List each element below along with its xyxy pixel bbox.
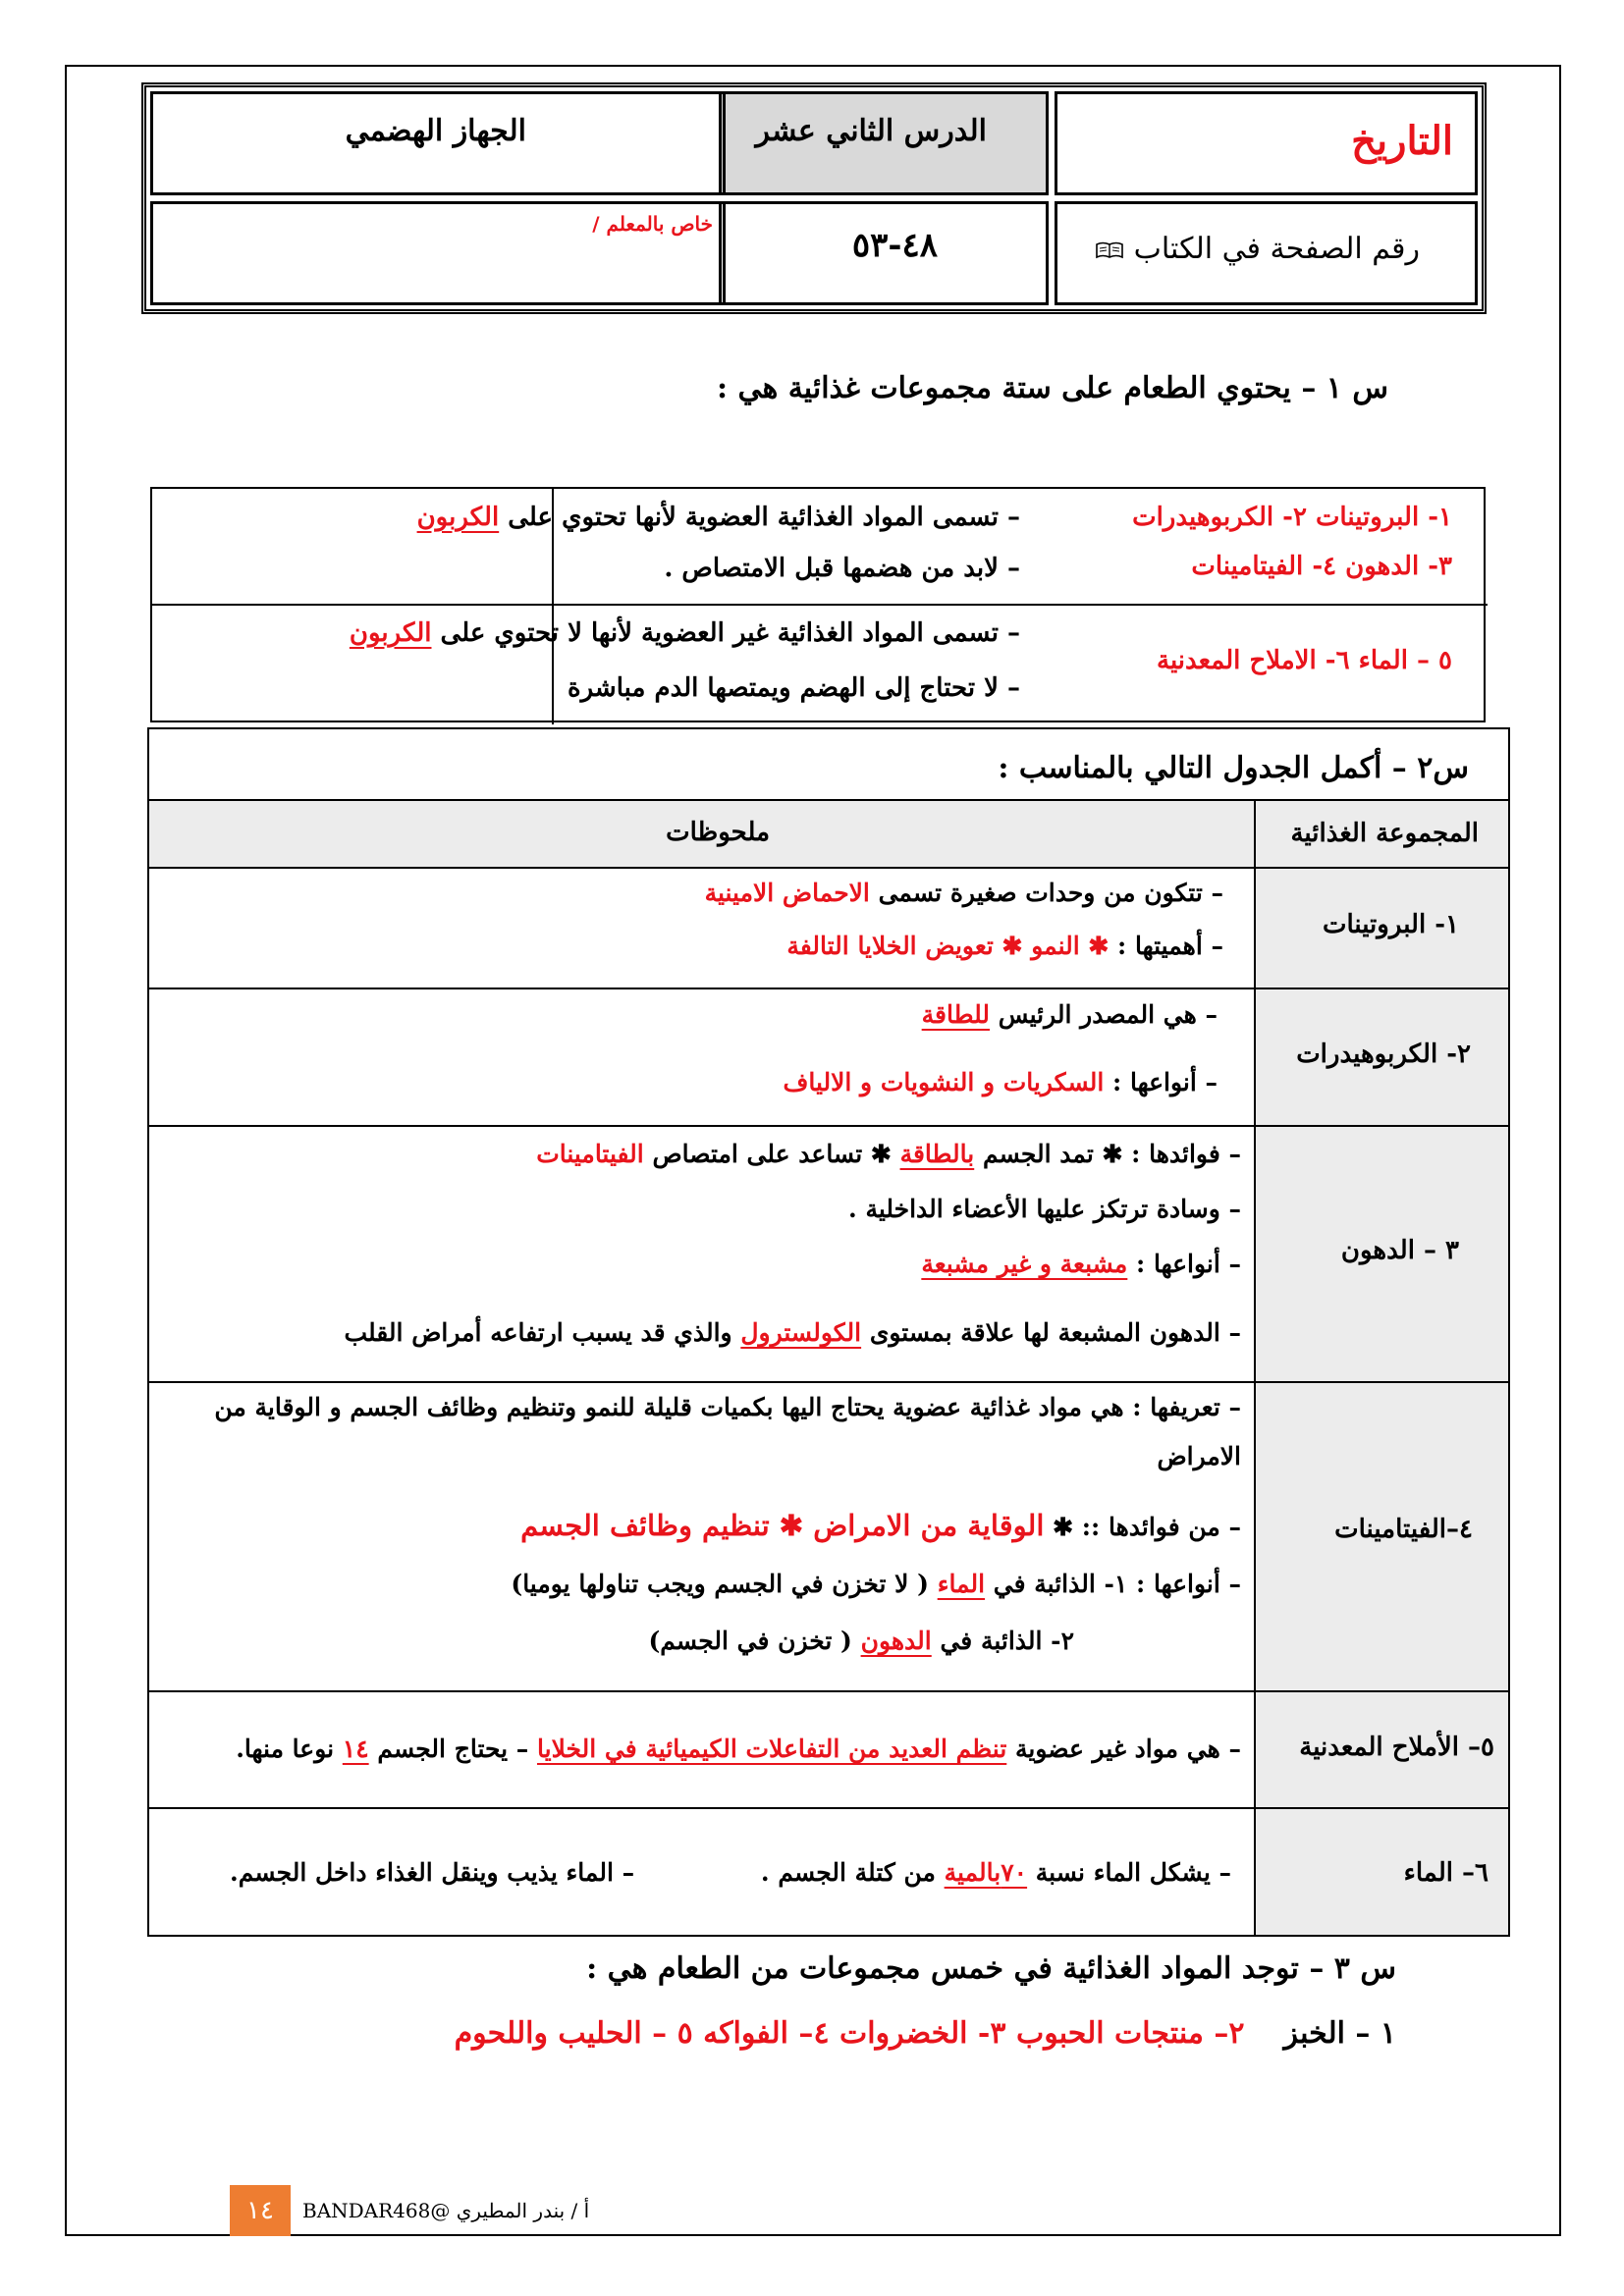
- unit-title: الجهاز الهضمي: [345, 114, 526, 148]
- carbs-line1: – هي المصدر الرئيس للطاقة: [921, 1000, 1218, 1029]
- q2-table: [147, 727, 1510, 1937]
- vitamins-line2: – من فوائدها :: ✱ الوقاية من الامراض ✱ تنظيم وظائف الجسم: [520, 1509, 1241, 1542]
- q1-row1-note2: – لابد من هضمها قبل الامتصاص .: [664, 554, 1020, 583]
- col-header-notes: ملحوظات: [666, 818, 770, 847]
- lesson-header: [141, 82, 1487, 314]
- page-range-cell: [719, 201, 1049, 305]
- water-line1b: – الماء يذيب وينقل الغذاء داخل الجسم.: [230, 1858, 635, 1887]
- proteins-line1: – تتكون من وحدات صغيرة تسمى الاحماض الامينية: [704, 879, 1223, 907]
- fats-line2: – وسادة ترتكز عليها الأعضاء الداخلية .: [848, 1195, 1241, 1223]
- minerals-line1: – هي مواد غير عضوية تنظم العديد من التفاعلات الكيميائية في الخلايا – يحتاج الجسم ١٤ نوعا منها.: [236, 1735, 1241, 1763]
- lesson-cell: [719, 91, 1049, 195]
- vitamins-line4: ٢- الذائبة في الدهون ( تخزن في الجسم): [648, 1627, 1074, 1655]
- teacher-cell: [150, 201, 726, 305]
- vitamins-line3: – أنواعها : ١- الذائبة في الماء ( لا تخزن في الجسم ويجب تناولها يوميا): [511, 1570, 1241, 1598]
- q1-row1-groups-b: ٣- الدهون ٤- الفيتامينات: [1191, 552, 1452, 581]
- group-carbs: ٢- الكربوهيدرات: [1296, 1040, 1471, 1069]
- group-minerals: ٥– الأملاح المعدنية: [1299, 1733, 1494, 1762]
- q1-row2-note2: – لا تحتاج إلى الهضم ويمتصها الدم مباشرة: [567, 673, 1020, 703]
- fats-line1: – فوائدها : ✱ تمد الجسم بالطاقة ✱ تساعد على امتصاص الفيتامينات: [536, 1140, 1241, 1168]
- fats-line4: – الدهون المشبعة لها علاقة بمستوى الكولسترول والذي قد يسبب ارتفاعه أمراض القلب: [344, 1318, 1241, 1347]
- vitamins-line1b: الامراض: [1157, 1442, 1241, 1470]
- date-label: التاريخ: [1351, 118, 1453, 164]
- group-proteins: ١- البروتينات: [1322, 910, 1459, 939]
- page-label: رقم الصفحة في الكتاب: [1095, 232, 1420, 266]
- book-icon: [1095, 240, 1124, 260]
- page-range: ٤٨-٥٣: [851, 226, 938, 265]
- q1-row2-note1: – تسمى المواد الغذائية غير العضوية لأنها لا تحتوي على الكربون: [349, 618, 1020, 648]
- q2-title: س٢ – أكمل الجدول التالي بالمناسب :: [998, 751, 1469, 785]
- water-line1: – يشكل الماء نسبة ٧٠بالمية من كتلة الجسم .: [760, 1858, 1231, 1887]
- unit-cell: [150, 91, 726, 195]
- group-fats: ٣ – الدهون: [1340, 1236, 1459, 1265]
- q1-row1-note1: – تسمى المواد الغذائية العضوية لأنها تحتوي على الكربون: [416, 503, 1020, 532]
- date-cell: [1055, 91, 1478, 195]
- q3-title: س ٣ – توجد المواد الغذائية في خمس مجموعات من الطعام هي :: [586, 1951, 1396, 1986]
- col-header-group: المجموعة الغذائية: [1290, 819, 1479, 848]
- page-cell: [1055, 201, 1478, 305]
- q1-table: [150, 487, 1486, 722]
- group-water: ٦– الماء: [1403, 1858, 1489, 1888]
- q1-row1-groups-a: ١- البروتينات ٢- الكربوهيدرات: [1132, 503, 1452, 532]
- q1-row2-groups: ٥ – الماء ٦- الاملاح المعدنية: [1157, 646, 1452, 675]
- page-number-badge: ١٤: [230, 2185, 291, 2236]
- q1-title: س ١ – يحتوي الطعام على ستة مجموعات غذائية هي :: [716, 371, 1388, 405]
- carbs-line2: – أنواعها : السكريات و النشويات و الالياف: [783, 1068, 1218, 1096]
- teacher-note: خاص بالمعلم /: [592, 212, 713, 236]
- fats-line3: – أنواعها : مشبعة و غير مشبعة: [921, 1250, 1241, 1278]
- vitamins-line1: – تعريفها : هي مواد غذائية عضوية يحتاج اليها بكميات قليلة للنمو وتنظيم وظائف الجسم و الوقاية من: [214, 1393, 1241, 1421]
- lesson-label: الدرس الثاني عشر: [755, 114, 987, 148]
- q3-answer: ١ – الخبز٢– منتجات الحبوب ٣- الخضروات ٤– الفواكه ٥ – الحليب واللحوم: [454, 2016, 1396, 2051]
- group-vitamins: ٤–الفيتامينات: [1334, 1515, 1473, 1544]
- footer-author: أ / بندر المطيري @BANDAR468: [302, 2199, 590, 2222]
- proteins-line2: – أهميتها : ✱ النمو ✱ تعويض الخلايا التالفة: [786, 932, 1223, 960]
